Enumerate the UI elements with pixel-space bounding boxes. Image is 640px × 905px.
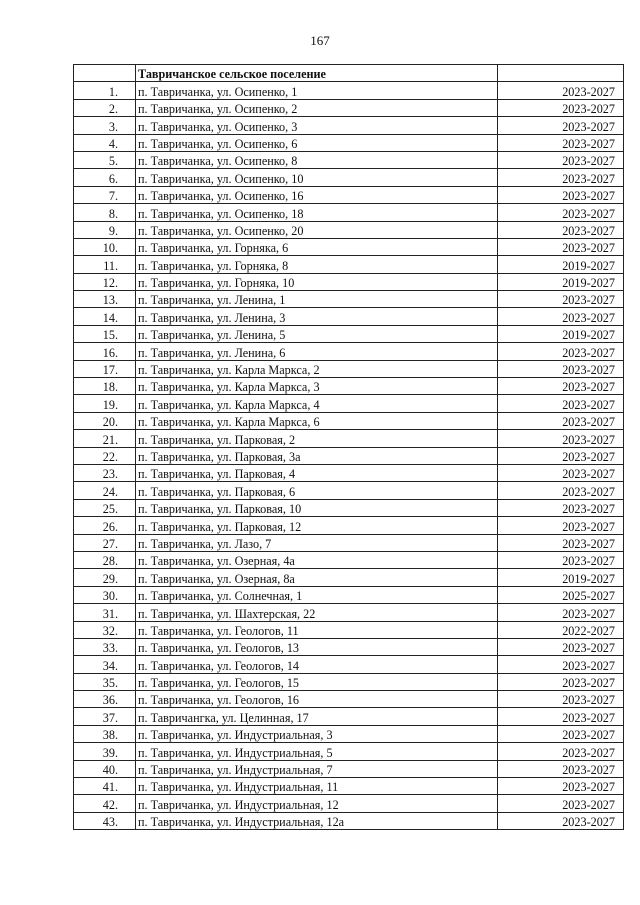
address-cell: п. Тавричанка, ул. Геологов, 14 — [136, 656, 498, 673]
row-number-cell: 24. — [74, 482, 136, 499]
address-cell: п. Тавричанка, ул. Ленина, 6 — [136, 343, 498, 360]
address-cell: п. Тавричанка, ул. Ленина, 3 — [136, 308, 498, 325]
period-cell: 2023-2027 — [498, 117, 624, 134]
row-number-cell: 10. — [74, 238, 136, 255]
address-cell: п. Тавричанка, ул. Парковая, 10 — [136, 499, 498, 516]
table-row — [74, 725, 624, 742]
address-cell: п. Тавричанка, ул. Карла Маркса, 6 — [136, 412, 498, 429]
address-cell: п. Тавричанка, ул. Озерная, 8а — [136, 569, 498, 586]
address-cell: п. Тавричанка, ул. Солнечная, 1 — [136, 586, 498, 603]
period-cell: 2023-2027 — [498, 343, 624, 360]
table-row — [74, 204, 624, 221]
period-cell: 2023-2027 — [498, 534, 624, 551]
address-cell: п. Тавричанка, ул. Осипенко, 20 — [136, 221, 498, 238]
address-cell: п. Тавричанка, ул. Индустриальная, 12а — [136, 812, 498, 829]
row-number-cell: 1. — [74, 82, 136, 99]
period-cell: 2023-2027 — [498, 308, 624, 325]
row-number-cell: 13. — [74, 291, 136, 308]
housing-register-table — [73, 64, 624, 830]
period-cell: 2025-2027 — [498, 586, 624, 603]
period-cell: 2023-2027 — [498, 169, 624, 186]
period-cell: 2019-2027 — [498, 569, 624, 586]
address-cell: п. Тавричанка, ул. Геологов, 11 — [136, 621, 498, 638]
period-cell: 2023-2027 — [498, 82, 624, 99]
address-cell: п. Тавричанка, ул. Индустриальная, 7 — [136, 760, 498, 777]
address-cell: п. Тавричанка, ул. Индустриальная, 11 — [136, 778, 498, 795]
row-number-cell: 23. — [74, 464, 136, 481]
address-cell: п. Тавричангка, ул. Целинная, 17 — [136, 708, 498, 725]
page-number: 167 — [310, 33, 330, 48]
address-cell: п. Тавричанка, ул. Геологов, 13 — [136, 638, 498, 655]
row-number-cell: 37. — [74, 708, 136, 725]
address-cell: п. Тавричанка, ул. Осипенко, 6 — [136, 134, 498, 151]
table-row — [74, 586, 624, 603]
period-cell: 2022-2027 — [498, 621, 624, 638]
table-row — [74, 691, 624, 708]
period-cell: 2023-2027 — [498, 99, 624, 116]
row-number-cell: 38. — [74, 725, 136, 742]
table-row — [74, 534, 624, 551]
table-row — [74, 621, 624, 638]
row-number-cell: 43. — [74, 812, 136, 829]
period-cell: 2023-2027 — [498, 238, 624, 255]
address-cell: п. Тавричанка, ул. Карла Маркса, 3 — [136, 378, 498, 395]
table-row — [74, 273, 624, 290]
period-cell: 2023-2027 — [498, 708, 624, 725]
period-cell: 2023-2027 — [498, 812, 624, 829]
table-row — [74, 360, 624, 377]
row-number-cell: 20. — [74, 412, 136, 429]
row-number-cell: 21. — [74, 430, 136, 447]
period-cell: 2023-2027 — [498, 673, 624, 690]
period-cell: 2023-2027 — [498, 186, 624, 203]
address-cell: п. Тавричанка, ул. Ленина, 5 — [136, 325, 498, 342]
row-number-cell: 25. — [74, 499, 136, 516]
row-number-cell: 39. — [74, 743, 136, 760]
row-number-cell: 28. — [74, 551, 136, 568]
row-number-cell: 26. — [74, 517, 136, 534]
row-number-cell: 11. — [74, 256, 136, 273]
address-cell: п. Тавричанка, ул. Шахтерская, 22 — [136, 604, 498, 621]
table-row — [74, 499, 624, 516]
period-cell: 2023-2027 — [498, 430, 624, 447]
period-cell: 2023-2027 — [498, 221, 624, 238]
period-cell: 2023-2027 — [498, 464, 624, 481]
table-row — [74, 308, 624, 325]
address-cell: п. Тавричанка, ул. Осипенко, 18 — [136, 204, 498, 221]
row-number-cell: 29. — [74, 569, 136, 586]
period-cell: 2023-2027 — [498, 482, 624, 499]
address-cell: п. Тавричанка, ул. Парковая, 2 — [136, 430, 498, 447]
table-row — [74, 604, 624, 621]
period-cell: 2023-2027 — [498, 412, 624, 429]
table-row — [74, 760, 624, 777]
row-number-cell: 33. — [74, 638, 136, 655]
table-row — [74, 812, 624, 829]
row-number-cell: 19. — [74, 395, 136, 412]
table-row — [74, 778, 624, 795]
address-cell: п. Тавричанка, ул. Парковая, 12 — [136, 517, 498, 534]
period-cell: 2023-2027 — [498, 604, 624, 621]
table-row — [74, 378, 624, 395]
table-row — [74, 551, 624, 568]
section-title: Тавричанское сельское поселение — [136, 65, 498, 82]
table-row — [74, 656, 624, 673]
row-number-cell: 22. — [74, 447, 136, 464]
table-row — [74, 464, 624, 481]
row-number-cell: 27. — [74, 534, 136, 551]
address-cell: п. Тавричанка, ул. Осипенко, 10 — [136, 169, 498, 186]
period-cell: 2023-2027 — [498, 204, 624, 221]
section-header-num-cell — [74, 65, 136, 82]
table-row — [74, 412, 624, 429]
period-cell: 2023-2027 — [498, 517, 624, 534]
period-cell: 2019-2027 — [498, 325, 624, 342]
row-number-cell: 18. — [74, 378, 136, 395]
address-cell: п. Тавричанка, ул. Ленина, 1 — [136, 291, 498, 308]
table-row — [74, 151, 624, 168]
table-row — [74, 395, 624, 412]
period-cell: 2023-2027 — [498, 551, 624, 568]
period-cell: 2019-2027 — [498, 273, 624, 290]
row-number-cell: 9. — [74, 221, 136, 238]
period-cell: 2023-2027 — [498, 656, 624, 673]
row-number-cell: 42. — [74, 795, 136, 812]
row-number-cell: 14. — [74, 308, 136, 325]
period-cell: 2023-2027 — [498, 291, 624, 308]
row-number-cell: 2. — [74, 99, 136, 116]
table-row — [74, 291, 624, 308]
table-row — [74, 743, 624, 760]
row-number-cell: 41. — [74, 778, 136, 795]
period-cell: 2023-2027 — [498, 134, 624, 151]
table-row — [74, 343, 624, 360]
table-row — [74, 238, 624, 255]
table-row — [74, 186, 624, 203]
period-cell: 2023-2027 — [498, 395, 624, 412]
address-cell: п. Тавричанка, ул. Горняка, 6 — [136, 238, 498, 255]
address-cell: п. Тавричанка, ул. Геологов, 15 — [136, 673, 498, 690]
table-row — [74, 569, 624, 586]
address-cell: п. Тавричанка, ул. Осипенко, 8 — [136, 151, 498, 168]
period-cell: 2023-2027 — [498, 447, 624, 464]
period-cell: 2023-2027 — [498, 760, 624, 777]
table-row — [74, 482, 624, 499]
row-number-cell: 40. — [74, 760, 136, 777]
table-row — [74, 708, 624, 725]
row-number-cell: 3. — [74, 117, 136, 134]
table-row — [74, 117, 624, 134]
address-cell: п. Тавричанка, ул. Геологов, 16 — [136, 691, 498, 708]
address-cell: п. Тавричанка, ул. Парковая, 3а — [136, 447, 498, 464]
row-number-cell: 30. — [74, 586, 136, 603]
row-number-cell: 35. — [74, 673, 136, 690]
row-number-cell: 15. — [74, 325, 136, 342]
address-cell: п. Тавричанка, ул. Карла Маркса, 2 — [136, 360, 498, 377]
period-cell: 2023-2027 — [498, 743, 624, 760]
table-row — [74, 325, 624, 342]
register-body — [74, 65, 624, 830]
table-row — [74, 99, 624, 116]
address-cell: п. Тавричанка, ул. Парковая, 4 — [136, 464, 498, 481]
address-cell: п. Тавричанка, ул. Осипенко, 3 — [136, 117, 498, 134]
address-cell: п. Тавричанка, ул. Осипенко, 16 — [136, 186, 498, 203]
address-cell: п. Тавричанка, ул. Парковая, 6 — [136, 482, 498, 499]
row-number-cell: 36. — [74, 691, 136, 708]
period-cell: 2023-2027 — [498, 638, 624, 655]
period-cell: 2023-2027 — [498, 778, 624, 795]
period-cell: 2023-2027 — [498, 378, 624, 395]
address-cell: п. Тавричанка, ул. Карла Маркса, 4 — [136, 395, 498, 412]
address-cell: п. Тавричанка, ул. Озерная, 4а — [136, 551, 498, 568]
address-cell: п. Тавричанка, ул. Осипенко, 1 — [136, 82, 498, 99]
period-cell: 2023-2027 — [498, 360, 624, 377]
period-cell: 2023-2027 — [498, 725, 624, 742]
period-cell: 2023-2027 — [498, 151, 624, 168]
row-number-cell: 4. — [74, 134, 136, 151]
address-cell: п. Тавричанка, ул. Лазо, 7 — [136, 534, 498, 551]
row-number-cell: 16. — [74, 343, 136, 360]
period-cell: 2019-2027 — [498, 256, 624, 273]
period-cell: 2023-2027 — [498, 499, 624, 516]
table-row — [74, 673, 624, 690]
section-header-period-cell — [498, 65, 624, 82]
row-number-cell: 34. — [74, 656, 136, 673]
section-header-row — [74, 65, 624, 82]
row-number-cell: 12. — [74, 273, 136, 290]
table-row — [74, 256, 624, 273]
table-row — [74, 430, 624, 447]
address-cell: п. Тавричанка, ул. Горняка, 10 — [136, 273, 498, 290]
row-number-cell: 32. — [74, 621, 136, 638]
address-cell: п. Тавричанка, ул. Индустриальная, 12 — [136, 795, 498, 812]
row-number-cell: 31. — [74, 604, 136, 621]
row-number-cell: 7. — [74, 186, 136, 203]
address-cell: п. Тавричанка, ул. Индустриальная, 3 — [136, 725, 498, 742]
table-row — [74, 447, 624, 464]
table-row — [74, 169, 624, 186]
period-cell: 2023-2027 — [498, 691, 624, 708]
table-row — [74, 82, 624, 99]
row-number-cell: 5. — [74, 151, 136, 168]
address-cell: п. Тавричанка, ул. Индустриальная, 5 — [136, 743, 498, 760]
row-number-cell: 17. — [74, 360, 136, 377]
address-cell: п. Тавричанка, ул. Осипенко, 2 — [136, 99, 498, 116]
table-row — [74, 134, 624, 151]
address-cell: п. Тавричанка, ул. Горняка, 8 — [136, 256, 498, 273]
table-row — [74, 638, 624, 655]
period-cell: 2023-2027 — [498, 795, 624, 812]
table-row — [74, 795, 624, 812]
row-number-cell: 8. — [74, 204, 136, 221]
table-row — [74, 221, 624, 238]
table-row — [74, 517, 624, 534]
row-number-cell: 6. — [74, 169, 136, 186]
